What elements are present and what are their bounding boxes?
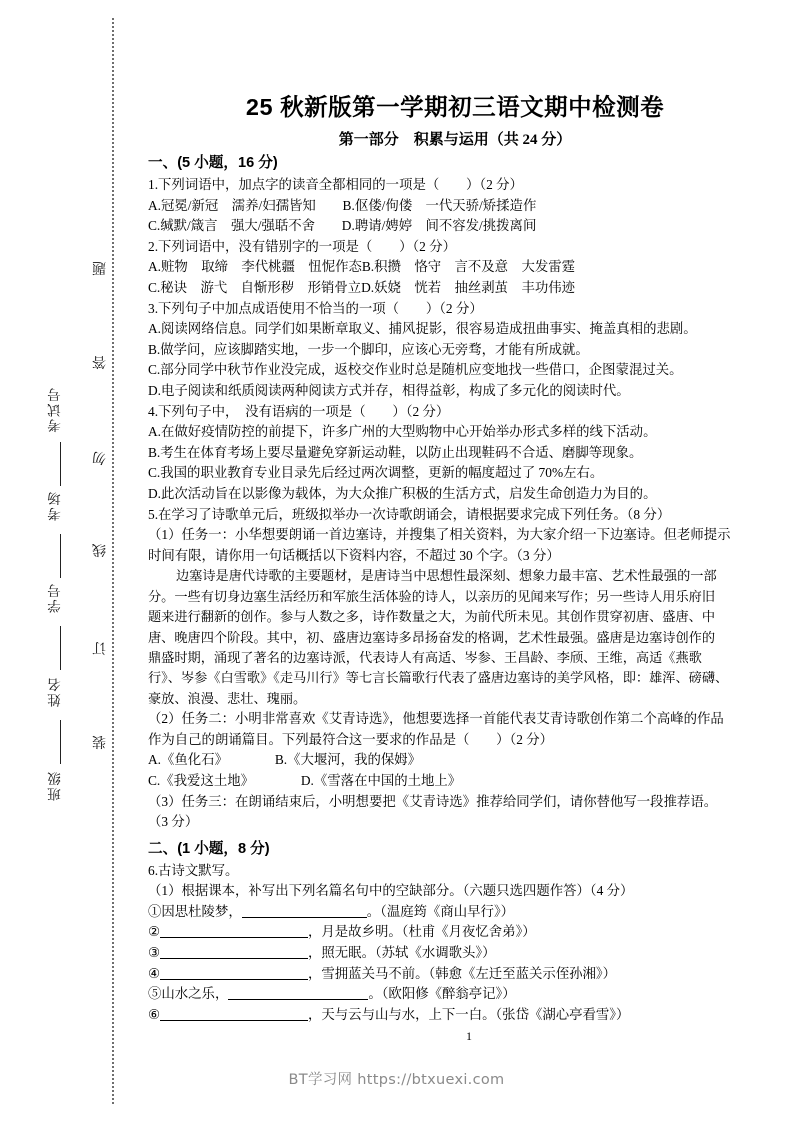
biansai-passage-line-4: 鼎盛时期，涌现了著名的边塞诗派，代表诗人有高适、岑参、王昌龄、李颀、王维，高适《燕歌 — [148, 649, 702, 665]
seal-char-2: 勿 — [92, 450, 106, 466]
fill-item-2-blank[interactable] — [160, 924, 308, 938]
fill-item-1-after: 。（温庭筠《商山早行》） — [366, 903, 515, 919]
fill-item-4 — [148, 964, 776, 985]
question-5-task-1-prompt-line-0: （1）任务一：小华想要朗诵一首边塞诗，并搜集了相关资料，为大家介绍一下边塞诗。但老师提示 — [148, 527, 731, 543]
question-3-option-d: D.电子阅读和纸质阅读两种阅读方式并存，相得益彰，构成了多元化的阅读时代。 — [148, 382, 630, 398]
fill-item-5 — [148, 984, 776, 1005]
fill-item-6-number: ⑥ — [148, 1006, 161, 1022]
field-rule-1 — [60, 534, 61, 578]
page-title: 25 秋新版第一学期初三语文期中检测卷 — [245, 94, 665, 120]
question-2-option-row-0: A.赃物 取缔 李代桃疆 忸怩作态B.积攒 恪守 言不及意 大发雷霆 — [148, 259, 576, 275]
biansai-passage-line-0: 边塞诗是唐代诗歌的主要题材，是唐诗当中思想性最深刻、想象力最丰富、艺术性最强的一部 — [176, 568, 717, 584]
section-heading-2: 二、(1 小题，8 分) — [148, 840, 270, 857]
fill-item-1-blank[interactable] — [242, 904, 367, 918]
biansai-passage-line-2: 题来进行翻新的创作。参与人数之多，诗作数量之大，为前代所未见。其创作贯穿初唐、盛唐、中 — [148, 609, 716, 625]
site-watermark: BT学习网 https://btxuexi.com — [288, 1072, 505, 1088]
question-5-stem: 5.在学习了诗歌单元后，班级拟举办一次诗歌朗诵会，请根据要求完成下列任务。（8 分） — [148, 506, 671, 522]
fill-item-1-number: ① — [148, 903, 162, 919]
exam-page — [145, 0, 793, 1122]
fill-item-5-number: ⑤ — [148, 986, 162, 1002]
field-student-number: 学号 — [48, 582, 63, 613]
field-rule-0 — [60, 442, 61, 486]
question-2-stem: 2.下列词语中，没有错别字的一项是（ ）（2 分） — [148, 238, 456, 254]
question-5-task-1-prompt-line-1: 时间有限，请你用一句话概括以下资料内容，不超过 30 个字。（3 分） — [148, 547, 560, 563]
fill-item-6-after: ，天与云与山与水，上下一白。（张岱《湖心亭看雪》） — [308, 1006, 630, 1022]
biansai-passage-line-5: 行》、岑参《白雪歌》《走马川行》等七言长篇歌行代表了盛唐边塞诗的美学风格，即：雄浑、磅礴、 — [148, 670, 729, 686]
fill-item-4-blank[interactable] — [160, 966, 308, 980]
question-4-option-c: C.我国的职业教育专业目录先后经过两次调整，更新的幅度超过了 70%左右。 — [148, 465, 604, 481]
question-1-stem: 1.下列词语中，加点字的读音全都相同的一项是（ ）（2 分） — [148, 177, 523, 192]
fill-item-3-after: ，照无眠。（苏轼《水调歌头》） — [308, 945, 496, 961]
field-class: 班级 — [48, 770, 63, 801]
fill-item-2-after: ，月是故乡明。（杜甫《月夜忆舍弟》） — [308, 924, 536, 940]
question-4-option-d: D.此次活动旨在以影像为载体，为大众推广积极的生活方式，启发生命创造力为目的。 — [148, 485, 657, 501]
fill-item-5-after: 。（欧阳修《醉翁亭记》） — [368, 986, 516, 1002]
fill-item-6 — [148, 1005, 776, 1026]
question-4-option-a: A.在做好疫情防控的前提下，许多广州的大型购物中心开始举办形式多样的线下活动。 — [148, 424, 657, 440]
question-5-task-2-prompt-line-1: 作为自己的朗诵篇目。下列最符合这一要求的作品是（ ）（2 分） — [148, 731, 554, 747]
field-exam-number: 考试号 — [48, 386, 63, 433]
question-1-option-row-0: A.冠冕/新冠 濡养/妇孺皆知 B.伛偻/佝偻 一代天骄/矫揉造作 — [148, 197, 537, 213]
perforation-dotted-line — [112, 18, 116, 1104]
fill-item-3 — [148, 943, 776, 964]
part-heading: 第一部分 积累与运用（共 24 分） — [338, 132, 572, 148]
question-3-stem: 3.下列句子中加点成语使用不恰当的一项（ ）（2 分） — [148, 300, 483, 316]
fill-item-5-blank[interactable] — [228, 986, 368, 1000]
question-4-option-b: B.考生在体育考场上要尽量避免穿新运动鞋，以防止出现鞋码不合适、磨脚等现象。 — [148, 444, 643, 460]
seal-char-3: 线 — [92, 542, 106, 558]
seal-char-0: 题 — [92, 260, 106, 276]
field-rule-3 — [60, 720, 61, 764]
question-3-option-c: C.部分同学中秋节作业没完成，返校交作业时总是随机应变地找一些借口，企图蒙混过关。 — [148, 362, 683, 378]
fill-item-1-before: 因思杜陵梦， — [161, 903, 242, 919]
question-6-stem: 6.古诗文默写。 — [148, 862, 239, 878]
exam-content — [148, 152, 776, 1025]
question-3-option-b: B.做学问，应该脚踏实地，一步一个脚印，应该心无旁骛，才能有所成就。 — [148, 341, 589, 357]
biansai-passage-line-6: 豪放、浪漫、悲壮、瑰丽。 — [148, 690, 307, 706]
question-1-option-row-1: C.缄默/箴言 强大/强聒不舍 D.聘请/娉婷 间不容发/挑拨离间 — [148, 218, 537, 234]
fill-item-4-number: ④ — [148, 965, 161, 981]
question-5-task-2-option-row-0: A.《鱼化石》 B.《大堰河，我的保姆》 — [148, 752, 422, 768]
binding-sidebar — [0, 0, 145, 1122]
fill-item-5-before: 山水之乐， — [161, 986, 229, 1002]
seal-char-4: 订 — [92, 640, 106, 656]
fill-item-6-blank[interactable] — [160, 1007, 308, 1021]
fill-item-3-blank[interactable] — [160, 945, 308, 959]
question-5-task-2-prompt-line-0: （2）任务二：小明非常喜欢《艾青诗选》，他想要选择一首能代表艾青诗歌创作第二个高峰的作品 — [148, 711, 724, 727]
question-4-stem: 4.下列句子中， 没有语病的一项是（ ）（2 分） — [148, 403, 450, 419]
fill-item-4-after: ，雪拥蓝关马不前。（韩愈《左迁至蓝关示侄孙湘》） — [308, 965, 616, 981]
seal-char-1: 答 — [92, 354, 106, 370]
biansai-passage-line-3: 唐、晚唐四个阶段。其中，初、盛唐边塞诗多昂扬奋发的格调，艺术性最强。盛唐是边塞诗创作的 — [148, 629, 716, 645]
biansai-passage-line-1: 分。一些有切身边塞生活经历和军旅生活体验的诗人，以亲历的见闻来写作；另一些诗人用乐府旧 — [148, 588, 716, 604]
section-heading-1: 一、(5 小题，16 分) — [148, 155, 278, 171]
fill-item-1 — [148, 902, 776, 923]
question-6-sub-stem: （1）根据课本，补写出下列名篇名句中的空缺部分。（六题只选四题作答）（4 分） — [148, 883, 634, 899]
question-3-option-a: A.阅读网络信息。同学们如果断章取义、捕风捉影，很容易造成扭曲事实、掩盖真相的悲剧。 — [148, 321, 697, 337]
question-5-task-2-option-row-1: C.《我爱这土地》 D.《雪落在中国的土地上》 — [148, 772, 462, 788]
field-name: 姓名 — [48, 676, 63, 707]
question-5-task-3-prompt-line-0: （3）任务三：在朗诵结束后，小明想要把《艾青诗选》推荐给同学们，请你替他写一段推荐语。 — [148, 793, 718, 809]
page-number: 1 — [466, 1029, 472, 1043]
fill-item-2 — [148, 922, 776, 943]
seal-char-5: 装 — [92, 734, 106, 750]
field-exam-room: 考场 — [48, 490, 63, 521]
field-rule-2 — [60, 626, 61, 670]
question-2-option-row-1: C.秘诀 游弋 自惭形秽 形销骨立D.妖娆 恍若 抽丝剥茧 丰功伟迹 — [148, 279, 576, 295]
fill-item-3-number: ③ — [148, 945, 161, 961]
fill-item-2-number: ② — [148, 924, 161, 940]
question-5-task-3-prompt-line-1: （3 分） — [148, 814, 199, 830]
